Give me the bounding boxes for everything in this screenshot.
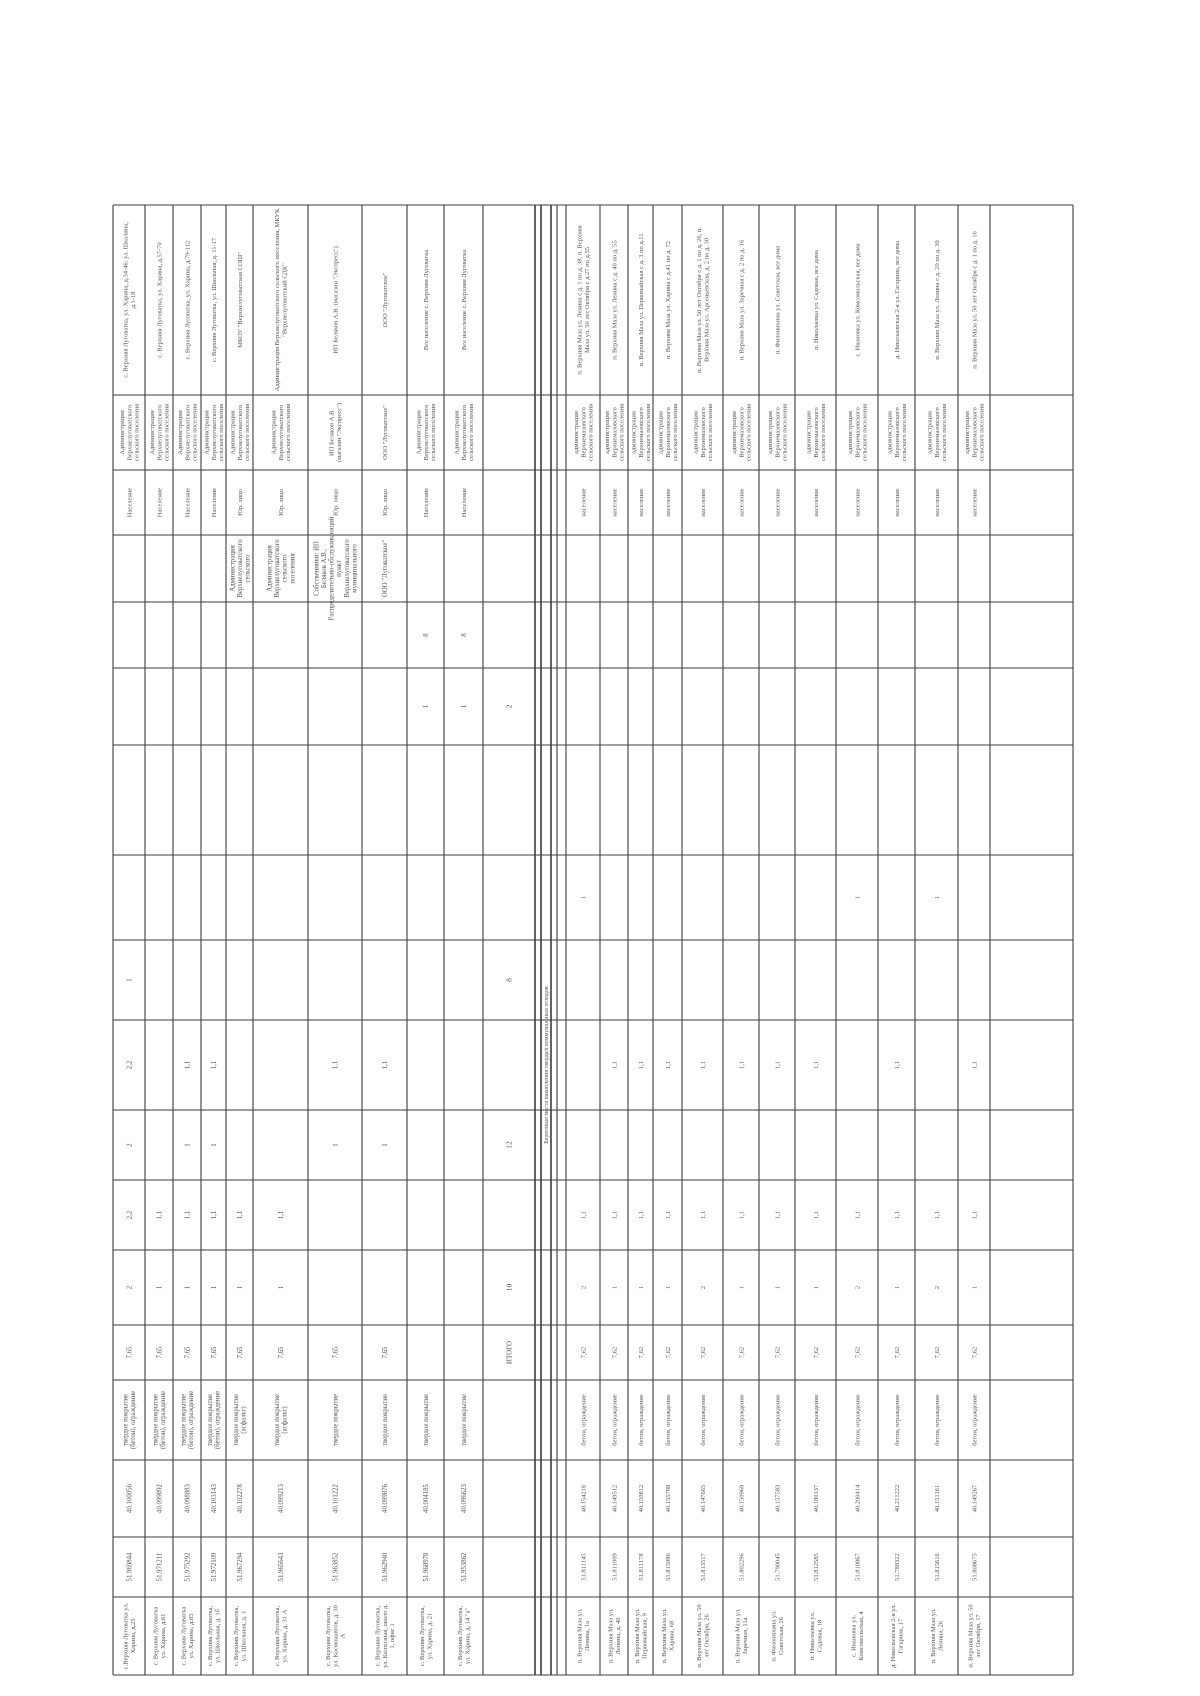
cell-text: п. Верхняя Маза ул. Харина с д.41 по д. 72 xyxy=(664,240,672,360)
cell-text: администрацияВерхнемазовскогосельского поселения xyxy=(766,403,789,462)
cell-text: ИТОГО xyxy=(505,1340,514,1365)
cell-text: 2,2 xyxy=(126,1060,134,1070)
cell-text: 1,1 xyxy=(933,1210,941,1220)
cell-text: администрацияВерхнемазовскогосельского поселения xyxy=(730,403,753,462)
cell-text: население xyxy=(854,488,862,517)
cell-text: 51.811009 xyxy=(611,1553,619,1581)
cell-text: 40.149512 xyxy=(611,1484,619,1513)
cell-text: 1,1 xyxy=(971,1210,979,1220)
cell-text: п. Филонихина ул. Советская, все дома xyxy=(774,245,782,355)
cell-text: 1 xyxy=(126,978,134,982)
cell-text: 7,65 xyxy=(236,1346,244,1359)
cell-text: с.Верхняя Луговатка ул.Харина, д.25 xyxy=(122,1602,137,1670)
cell-text: АдминистрацияВерхнелуговатскогосельского поселения xyxy=(148,403,171,462)
cell-text: администрацияВерхнемазовскогосельского поселения xyxy=(603,403,626,462)
cell-text: 7,62 xyxy=(774,1346,782,1359)
cell-text: п. Верхняя Маза ул.Ленина, д. 40 xyxy=(607,1608,622,1664)
cell-text: 1 xyxy=(893,1285,901,1290)
cell-text: Юр. лицо xyxy=(277,489,285,516)
cell-text: 1,1 xyxy=(812,1210,820,1220)
cell-text: администрацияВерхнемазовскогосельского поселения xyxy=(657,403,680,462)
cell-text: с. Верхняя Луговатка, ул. Харина, д.34-46; ул. Шкалина,д.1-18 xyxy=(122,222,137,378)
cell-text: 40.149267 xyxy=(971,1484,979,1513)
cell-text: 1,1 xyxy=(184,1210,192,1220)
cell-text: Юр. лицо xyxy=(381,489,389,516)
cell-text: 7,65 xyxy=(210,1346,218,1359)
cell-text: 7,62 xyxy=(580,1346,588,1359)
cell-text: п. Верхняя Маза ул.Ленина, 26 xyxy=(930,1608,945,1664)
cell-text: 1 xyxy=(812,1285,820,1290)
cell-text: 1,1 xyxy=(156,1210,164,1220)
cell-text: 1 xyxy=(184,1143,192,1147)
cell-text: население xyxy=(812,488,820,517)
cell-text: администрацияВерхнемазовскогосельского поселения xyxy=(926,403,949,462)
cell-text: АдминистрацияВерхнелуговатскогосельского xyxy=(229,539,252,598)
cell-text: 1,1 xyxy=(637,1210,645,1220)
cell-text: бетон, ограждение xyxy=(611,1394,619,1446)
cell-text: п. Верхняя Маза ул. Ленина с д. 40 по д. 55 xyxy=(611,240,619,360)
cell-text: п. Филонихина ул.Советская, 26 xyxy=(770,1610,785,1662)
cell-text: с. Верхняя Луговаткаул. Харина, д.61 xyxy=(152,1606,167,1666)
cell-text: п. Верхняя Маза ул.Ленина, 1а xyxy=(576,1608,591,1664)
cell-text: 7,65 xyxy=(184,1346,192,1359)
cell-text: 40.147665 xyxy=(699,1484,707,1513)
table-text xyxy=(119,208,986,1669)
cell-text: 1 xyxy=(460,704,468,709)
cell-text: ИП Беляков А.В.(магазин "Экспресс") xyxy=(328,402,343,463)
cell-text: 1,1 xyxy=(664,1060,672,1070)
cell-text: 40.151161 xyxy=(933,1484,941,1513)
cell-text: п. Верхняя Маза ул.Первомайская, 9 xyxy=(634,1608,649,1664)
cell-text: 1,1 xyxy=(812,1060,820,1070)
cell-text: 40.102278 xyxy=(236,1484,244,1513)
cell-text: ООО "Луговатское" xyxy=(381,539,389,598)
cell-text: 2 xyxy=(126,1143,134,1147)
cell-text: п. Верхняя Маза ул. Ленина с д. 1 по д. 38, п. ВерхняяМаза ул. 50 лет Октября с д.27 по д.55 xyxy=(576,225,591,375)
cell-text: 1 xyxy=(381,1143,389,1147)
cell-text: п. Николаевка ул.Садовая, 18 xyxy=(809,1611,824,1661)
cell-text: 1,1 xyxy=(893,1060,901,1070)
cell-text: 8 xyxy=(460,633,468,637)
cell-text: АдминистрацияВерхнелуговатскогосельскогопоселения xyxy=(266,539,297,598)
cell-text: АдминистрацияВерхнелуговатскогосельского поселения xyxy=(176,403,199,462)
cell-text: твердое покрытие xyxy=(422,1393,430,1447)
cell-text: 40.154216 xyxy=(580,1484,588,1513)
cell-text: население xyxy=(971,488,979,517)
cell-text: 51.967294 xyxy=(236,1552,244,1582)
cell-text: 51.815986 xyxy=(664,1553,672,1581)
cell-text: д. Николаевская 2-я ул. Гагарина, все дома xyxy=(893,241,901,359)
cell-text: 40.099213 xyxy=(277,1484,285,1513)
cell-text: 51.808675 xyxy=(971,1553,979,1581)
cell-text: бетон, ограждение xyxy=(699,1394,707,1446)
cell-text: 2 xyxy=(933,1285,941,1290)
cell-text: администрацияВерхнемазовскогосельского поселения xyxy=(692,403,715,462)
cell-text: с. Верхняя Луговаткаул. Харина, д.85 xyxy=(180,1606,195,1666)
cell-text: 51.953862 xyxy=(460,1552,468,1582)
cell-text: АдминистрацияВерхнелуговатскогосельского поселения xyxy=(229,403,252,462)
cell-text: 51.813517 xyxy=(699,1553,707,1581)
cell-text: 1 xyxy=(332,1143,340,1147)
cell-text: 40.096623 xyxy=(460,1484,468,1513)
cell-text: 2 xyxy=(580,1285,588,1290)
cell-text: 2 xyxy=(504,704,514,709)
cell-text: АдминистрацияВерхнелуговатскогосельского поселения xyxy=(415,403,438,462)
cell-text: 51.810867 xyxy=(854,1553,862,1581)
cell-text: 1,1 xyxy=(699,1210,707,1220)
cell-text: Население xyxy=(184,487,192,518)
cell-text: 1 xyxy=(774,1285,782,1290)
cell-text: 8 xyxy=(422,633,430,637)
cell-text: Все население с. Верхняя Луговатка xyxy=(422,249,430,351)
cell-text: 1,1 xyxy=(893,1210,901,1220)
cell-text: 1,1 xyxy=(699,1060,707,1070)
cell-text: 51.975292 xyxy=(184,1552,192,1582)
cell-text: с. Верхняя Луговатка, ул. Харина, д.79-112 xyxy=(184,240,192,360)
cell-text: Население xyxy=(422,487,430,518)
cell-text: население xyxy=(580,488,588,517)
cell-text: 1 xyxy=(611,1285,619,1290)
cell-text: 1,1 xyxy=(210,1060,218,1070)
cell-text: 40.150969 xyxy=(738,1484,746,1513)
cell-text: с. Верхняя Луговатка, ул. Школьная, д. 11-17 xyxy=(210,237,218,363)
cell-text: 7,65 xyxy=(332,1346,340,1359)
cell-text: твердое покрытие xyxy=(381,1393,389,1447)
cell-text: 7,65 xyxy=(156,1346,164,1359)
cell-text: администрацияВерхнемазовскогосельского поселения xyxy=(886,403,909,462)
cell-text: п. Верхняя Маза ул. Первомайская с д. 3 по д.11 xyxy=(637,233,645,367)
cell-text: с. Верхняя Луговатка, ул. Харина, д.57-70 xyxy=(156,242,164,358)
cell-text: 1,1 xyxy=(774,1060,782,1070)
cell-text: твердое покрытие xyxy=(332,1393,340,1447)
cell-text: население xyxy=(738,488,746,517)
cell-text: 1,1 xyxy=(332,1060,340,1070)
cell-text: 7,62 xyxy=(933,1346,941,1359)
cell-text: 51.963852 xyxy=(332,1552,340,1582)
cell-text: 1 xyxy=(277,1285,285,1290)
cell-text: 1 xyxy=(637,1285,645,1290)
cell-text: бетон, ограждение xyxy=(933,1394,941,1446)
cell-text: бетон, ограждение xyxy=(774,1394,782,1446)
cell-text: Все население с. Верхняя Луговатка xyxy=(460,249,468,351)
cell-text: 1 xyxy=(738,1285,746,1290)
cell-text: п. Верхняя Маза ул. 50 лет Октября с д. 1 по д. 26, п.Верхняя Маза ул. Арсеньевская, д. 2 по д. 30 xyxy=(696,227,711,373)
cell-text: п. Верхняя Маза ул.Заречная, 11а xyxy=(734,1608,749,1664)
cell-text: 40.157583 xyxy=(774,1484,782,1513)
cell-text: 1,1 xyxy=(184,1060,192,1070)
cell-text: 1 xyxy=(210,1285,218,1290)
cell-text: население xyxy=(611,488,619,517)
cell-text: Население xyxy=(210,487,218,518)
cell-text: 51.788322 xyxy=(893,1553,901,1581)
cell-text: Население xyxy=(460,487,468,518)
cell-text: твердое покрытие(бетон), ограждение xyxy=(122,1390,138,1450)
section-title: Береговые места накопления твердых коммунальных отходов xyxy=(544,986,550,1144)
cell-text: 51.968978 xyxy=(422,1552,430,1582)
cell-text: население xyxy=(699,488,707,517)
cell-text: население xyxy=(664,488,672,517)
cell-text: Юр. лицо xyxy=(236,489,244,516)
cell-text: 1 xyxy=(184,1285,192,1290)
cell-text: 1 xyxy=(933,895,941,900)
cell-text: 1 xyxy=(422,704,430,709)
cell-text: администрацияВерхнемазовскогосельского поселения xyxy=(963,403,986,462)
cell-text: 51.965643 xyxy=(277,1552,285,1582)
cell-text: 8 xyxy=(504,978,514,982)
cell-text: 7,62 xyxy=(637,1346,645,1359)
cell-text: бетон, ограждение xyxy=(580,1394,588,1446)
cell-text: 1 xyxy=(236,1285,244,1290)
cell-text: с. Верхняя Луговатка,ул. Харина, д. 21 xyxy=(419,1605,434,1667)
cell-text: население xyxy=(893,488,901,517)
cell-text: 7,65 xyxy=(381,1346,389,1359)
cell-text: Население xyxy=(156,487,164,518)
cell-text: 7,62 xyxy=(699,1346,707,1359)
cell-text: 1,1 xyxy=(210,1210,218,1220)
cell-text: ИП Беляков А.В. (магазин "Экспресс") xyxy=(332,246,340,354)
cell-text: администрацияВерхнемазовскогосельского поселения xyxy=(805,403,828,462)
cell-text: Население xyxy=(126,487,134,518)
cell-text: 51.790045 xyxy=(774,1553,782,1581)
cell-text: 1 xyxy=(580,895,588,900)
cell-text: 40.200414 xyxy=(854,1484,862,1513)
cell-text: население xyxy=(637,488,645,517)
cell-text: с. Ивановка ул.Комсомольская, 4 xyxy=(850,1611,865,1661)
cell-text: п. Верхняя Маза ул.Харина, 68 xyxy=(661,1608,676,1664)
cell-text: с. Верхняя Луговатка,ул. Колхозная, около д.1, офис 1 xyxy=(374,1604,397,1668)
cell-text: МКОУ "Верхнелуговатская СОШ" xyxy=(236,252,244,348)
cell-text: Администрация Верхнелуговатского сельского поселения, МКУК"Верхнелуговатский СДК" xyxy=(274,208,289,392)
cell-text: 7,62 xyxy=(664,1346,672,1359)
cell-text: бетон, ограждение xyxy=(971,1394,979,1446)
cell-text: бетон, ограждение xyxy=(637,1394,645,1446)
cell-text: п. Николаевка ул. Садовая, все дома xyxy=(812,250,820,350)
cell-text: 7,62 xyxy=(893,1346,901,1359)
cell-text: 1,1 xyxy=(580,1210,588,1220)
cell-text: с. Верхняя Луговатка,ул. Космонавтов, д. 30А xyxy=(324,1605,347,1667)
cell-text: с. Верхняя Луговатка,ул. Харина, д. 31 А xyxy=(274,1605,289,1667)
cell-text: Юр. лицо xyxy=(332,489,340,516)
cell-text: твердое покрытие xyxy=(460,1393,468,1447)
cell-text: 1,1 xyxy=(971,1060,979,1070)
cell-text: бетон, ограждение xyxy=(812,1394,820,1446)
cell-text: п. Верхняя Маза ул. Ленина с д. 20 по д. 39 xyxy=(933,240,941,360)
cell-text: 1 xyxy=(210,1143,218,1147)
cell-text: 40.103143 xyxy=(210,1484,218,1513)
cell-text: 40.155788 xyxy=(664,1484,672,1513)
cell-text: 51.971211 xyxy=(156,1552,164,1582)
cell-text: твердое покрытие(бетон), ограждение xyxy=(152,1390,168,1450)
cell-text: с. Верхняя Луговатка,ул. Харина, д. 14 "а" xyxy=(457,1605,472,1667)
cell-text: 10 xyxy=(504,1283,514,1292)
cell-text: администрацияВерхнемазовскогосельского поселения xyxy=(846,403,869,462)
cell-text: 2 xyxy=(854,1285,862,1290)
cell-text: население xyxy=(774,488,782,517)
cell-text: п. Верхняя Маза ул. 50лет Октября, 26 xyxy=(696,1604,711,1668)
cell-text: 1,1 xyxy=(854,1210,862,1220)
cell-text: 12 xyxy=(504,1141,514,1149)
cell-text: 1,1 xyxy=(664,1210,672,1220)
cell-text: 7,62 xyxy=(971,1346,979,1359)
cell-text: 1,1 xyxy=(611,1210,619,1220)
cell-text: 7,62 xyxy=(611,1346,619,1359)
cell-text: 1,1 xyxy=(738,1210,746,1220)
cell-text: с. Верхняя Луговатка,ул. Школьная, д. 1 xyxy=(233,1605,248,1667)
cell-text: 40.101222 xyxy=(332,1484,340,1513)
cell-text: 1,1 xyxy=(738,1060,746,1070)
cell-text: 40.004185 xyxy=(422,1484,430,1513)
cell-text: 51.815616 xyxy=(933,1553,941,1581)
cell-text: бетон, ограждение xyxy=(738,1394,746,1446)
cell-text: бетон, ограждение xyxy=(664,1394,672,1446)
cell-text: 1,1 xyxy=(637,1060,645,1070)
cell-text: твердое покрытие(бетон), ограждение xyxy=(180,1390,196,1450)
cell-text: население xyxy=(933,488,941,517)
cell-text: 51.972109 xyxy=(210,1552,218,1582)
cell-text: 7,65 xyxy=(277,1346,285,1359)
cell-text: 51.811145 xyxy=(580,1553,588,1581)
cell-text: 1 xyxy=(664,1285,672,1290)
cell-text: 1 xyxy=(854,895,862,900)
cell-text: п. Верхняя Маза ул. 50 лет Октября с д. 1 по д. 16 xyxy=(971,231,979,369)
cell-text: 40.150812 xyxy=(637,1484,645,1513)
cell-text: 40.099892 xyxy=(156,1484,164,1513)
cell-text: 40.100056 xyxy=(126,1484,134,1513)
cell-text: твердое покрытие(асфальт) xyxy=(274,1393,289,1447)
cell-text: 2 xyxy=(126,1285,134,1290)
cell-text: 51.969844 xyxy=(126,1552,134,1582)
cell-text: бетон, ограждение xyxy=(893,1394,901,1446)
cell-text: Собственники: ИПБеляков А.В.,Распределительно-обслуживающийпунктВерхнелуговатскогомуниципального xyxy=(313,516,359,621)
cell-text: п. Верхняя Маза ул. Заречная с д. 2 по д. 16 xyxy=(738,239,746,361)
cell-text: ООО "Луговатское" xyxy=(381,405,389,460)
cell-text: 1,1 xyxy=(277,1210,285,1220)
cell-text: 1,1 xyxy=(236,1210,244,1220)
cell-text: 1,1 xyxy=(774,1210,782,1220)
cell-text: 1 xyxy=(971,1285,979,1290)
cell-text: 1 xyxy=(156,1285,164,1290)
cell-text: 7,62 xyxy=(738,1346,746,1359)
cell-text: бетон, ограждение xyxy=(854,1394,862,1446)
cell-text: твердое покрытие(бетон), ограждение xyxy=(207,1390,222,1450)
cell-text: 40.211222 xyxy=(893,1484,901,1513)
cell-text: 1,1 xyxy=(381,1060,389,1070)
cell-text: 1,1 xyxy=(611,1060,619,1070)
cell-text: ООО "Луговатское" xyxy=(381,272,389,328)
cell-text: 2,2 xyxy=(126,1210,134,1220)
cell-text: твердое покрытие(асфальт) xyxy=(233,1393,248,1447)
cell-text: с. Верхняя Луговатка,ул. Школьная, д. 1б xyxy=(207,1605,222,1667)
cell-text: 7,62 xyxy=(854,1346,862,1359)
cell-text: 7,65 xyxy=(126,1346,134,1359)
cell-text: 40.098883 xyxy=(184,1484,192,1513)
cell-text: 51.962940 xyxy=(381,1552,389,1582)
cell-text: АдминистрацияВерхнелуговатскогосельского поселения xyxy=(118,403,141,462)
cell-text: 51.802296 xyxy=(738,1553,746,1581)
cell-text: АдминистрацияВерхнелуговатскогосельского поселения xyxy=(270,403,293,462)
cell-text: АдминистрацияВерхнелуговатскогосельского поселения xyxy=(203,403,226,462)
cell-text: администрацияВерхнемазовскогосельского поселения xyxy=(630,403,653,462)
cell-text: АдминистрацияВерхнелуговатскогосельского поселения xyxy=(453,403,476,462)
cell-text: администрацияВерхнемазовскогосельского поселения xyxy=(572,403,595,462)
cell-text: 2 xyxy=(699,1285,707,1290)
cell-text: 40.099876 xyxy=(381,1484,389,1513)
cell-text: 51.812585 xyxy=(812,1553,820,1581)
cell-text: 40.180137 xyxy=(812,1484,820,1513)
cell-text: 51.811178 xyxy=(637,1553,645,1581)
cell-text: д. Николаевская 2-я ул.Гагарина, 17 xyxy=(890,1603,905,1669)
cell-text: с. Ивановка ул. Комсомольская, все дома xyxy=(854,243,862,357)
cell-text: п. Верхняя Маза ул. 50лет Октября, 17 xyxy=(967,1604,982,1668)
cell-text: 7,62 xyxy=(812,1346,820,1359)
